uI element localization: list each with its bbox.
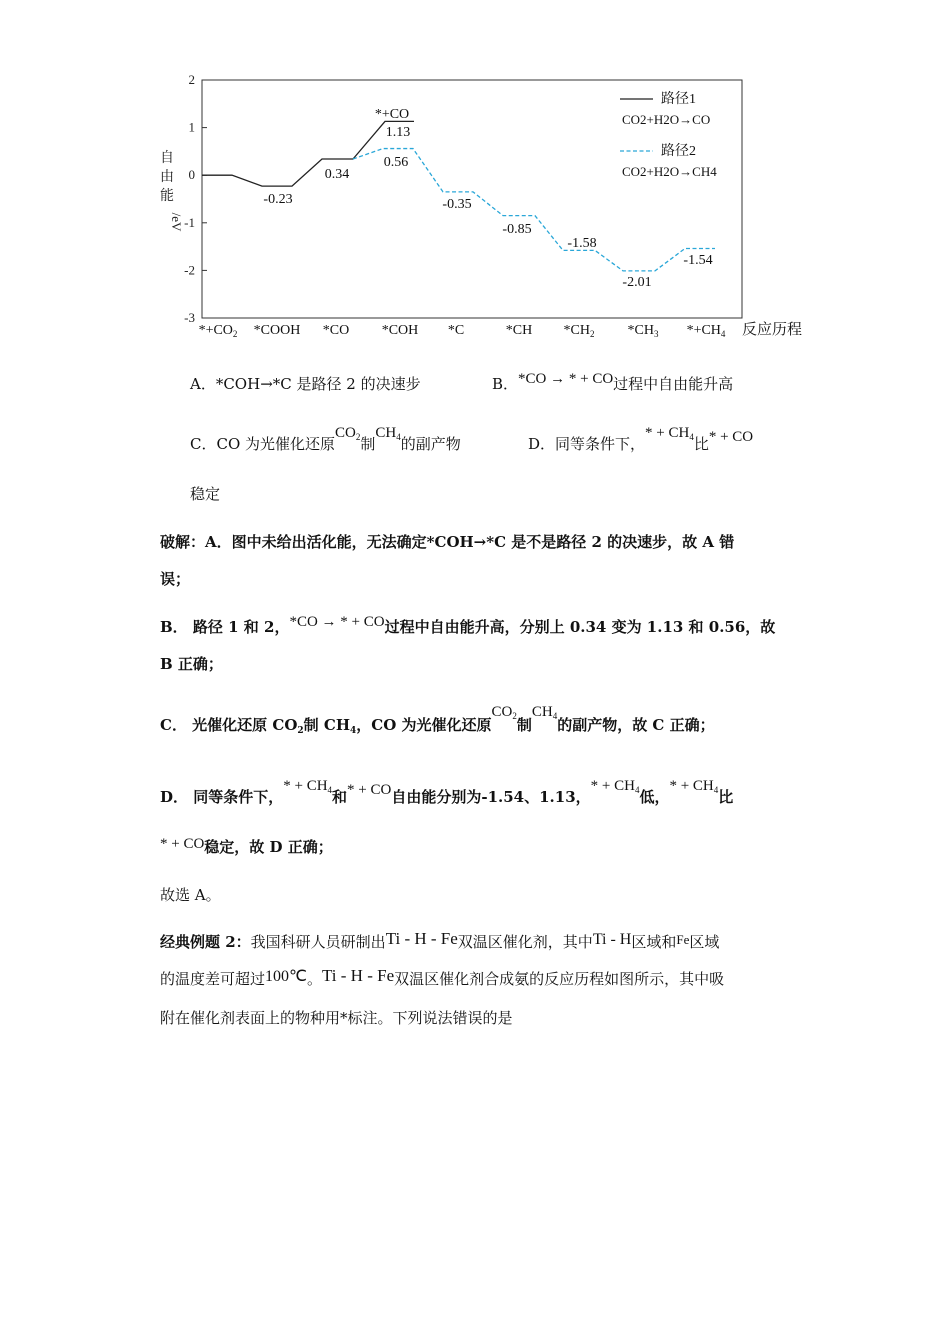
y-axis-label-unit: /eV: [169, 212, 184, 232]
y-axis-ticks: [184, 72, 207, 325]
solution-c: C． 光催化还原 $CO_2$制 $CH_4$，CO 为光催化还原$CO_2$制$CH_4$的副产物，故 C 正确；: [160, 704, 715, 736]
y-tick-label: 2: [188, 72, 195, 87]
solution-d-formula-1: * + $CH_4$: [283, 778, 333, 795]
x-tick-label: *C: [447, 323, 465, 338]
solution-c-zhi: 制: [516, 716, 532, 734]
x-tick-label: $*CH_3$: [627, 323, 659, 339]
example-line-1: [160, 931, 719, 954]
x-tick-label: *CO: [322, 323, 350, 338]
x-axis-label: 反应历程: [742, 322, 803, 338]
data-labels: [263, 107, 712, 290]
solution-c-text: C． 光催化还原 CO: [160, 716, 298, 734]
value-label: -2.01: [622, 275, 652, 290]
option-c-suffix: 的副产物: [400, 435, 461, 453]
option-c-text: C．CO 为光催化还原: [190, 435, 336, 453]
option-d-formula-2: * + CO: [708, 429, 754, 445]
solution-a-line2: 误；: [160, 570, 191, 588]
value-label: -0.85: [502, 222, 532, 237]
option-b-letter: B．: [492, 375, 519, 393]
solution-a-text: A．图中未给出活化能，无法确定*COH→*C 是不是路径 2 的决速步，故 A 错: [205, 533, 735, 551]
x-tick-label: *COH: [381, 323, 419, 338]
x-tick-label: *CH: [505, 323, 533, 338]
example-text-2a: 的温度差可超过: [160, 970, 266, 988]
y-axis-label-char: 自: [160, 151, 174, 166]
example-text-2b: 。: [306, 970, 322, 988]
x-axis-ticks: [199, 321, 802, 339]
solution-b-formula: *CO → * + CO: [289, 614, 385, 630]
x-tick-label: *COOH: [253, 323, 301, 338]
solution-d-he: 和: [332, 788, 348, 806]
example-formula-tihfe: Ti - H - Fe: [385, 929, 458, 948]
example-text-1a: 我国科研人员研制出: [250, 933, 386, 951]
x-tick-label: $*+CH_4$: [686, 323, 726, 339]
solution-title: 破解：: [160, 533, 206, 551]
example-formula-tihfe-2: Ti - H - Fe: [322, 966, 395, 985]
solution-c-mid: ，CO 为光催化还原: [356, 716, 492, 734]
series-path1-line: [202, 121, 414, 186]
y-tick-label: 0: [188, 167, 195, 183]
option-d-bi: 比: [693, 435, 709, 453]
option-c-zhi: 制: [360, 435, 376, 453]
y-tick-label: -1: [184, 214, 195, 230]
solution-d-text: D． 同等条件下，: [160, 788, 284, 806]
value-label: 0.34: [324, 167, 350, 182]
option-c: [190, 425, 461, 460]
legend: [620, 91, 717, 179]
solution-d-formula-3: * + $CH_4$: [590, 778, 640, 795]
series-path1: [202, 121, 414, 186]
solution-d-formula-5: * + CO: [160, 836, 205, 852]
example-text-1d: 区域: [689, 933, 720, 951]
legend-reaction-path1: CO2+H2O→CO: [622, 112, 711, 127]
legend-label-path2: 路径2: [661, 144, 696, 159]
option-c-ch4: $CH_4$: [375, 425, 401, 442]
option-b: [492, 373, 733, 396]
y-axis-label-char: 由: [160, 170, 174, 185]
option-c-co2: $CO_2$: [335, 425, 361, 442]
solution-answer: 故选 A。: [160, 886, 221, 904]
solution-c-suffix: 的副产物，故 C 正确；: [557, 716, 715, 734]
example-line-3: 附在催化剂表面上的物种用*标注。下列说法错误的是: [160, 1009, 513, 1027]
option-b-text: 过程中自由能升高: [613, 375, 734, 393]
solution-d-low: 低，: [639, 788, 670, 806]
value-label: -1.54: [683, 253, 713, 268]
value-label: -0.23: [263, 192, 293, 207]
example-line-2: [160, 968, 724, 991]
y-tick-label: -2: [184, 262, 195, 278]
example-text-2c: 双温区催化剂合成氨的反应历程如图所示，其中吸: [394, 970, 725, 988]
example-temperature: 100℃: [265, 968, 307, 985]
solution-d-bi: 比: [718, 788, 734, 806]
solution-d-formula-4: * + $CH_4$: [669, 778, 719, 795]
solution-d-end: 稳定，故 D 正确；: [204, 838, 333, 856]
legend-label-path1: 路径1: [661, 92, 696, 107]
example-formula-tih: Ti - H: [592, 931, 632, 948]
y-axis-label: [160, 150, 184, 232]
free-energy-chart: [150, 70, 820, 345]
option-d-text: D．同等条件下，: [528, 435, 646, 453]
end-state-label: *+CO: [374, 107, 410, 122]
option-d: [528, 425, 754, 460]
y-tick-label: 1: [188, 119, 195, 135]
value-label: 1.13: [385, 125, 411, 140]
option-d-formula-1: * + $CH_4$: [645, 425, 694, 442]
example-formula-fe: Fe: [676, 932, 690, 947]
legend-reaction-path2: CO2+H2O→CH4: [622, 164, 717, 179]
x-tick-label: $*CH_2$: [563, 323, 595, 339]
solution-d: [160, 778, 734, 813]
solution-c-zhi-ch4: 制 CH: [303, 716, 350, 734]
solution-d-line2: [160, 836, 333, 859]
value-label: -0.35: [442, 197, 472, 212]
value-label: 0.56: [383, 155, 409, 170]
solution-a: [160, 531, 734, 553]
solution-b-text: B． 路径 1 和 2，: [160, 618, 290, 636]
solution-b: [160, 616, 775, 639]
solution-b-suffix: 过程中自由能升高，分别上 0.34 变为 1.13 和 0.56，故: [384, 618, 776, 636]
option-b-formula: *CO → * + CO: [518, 371, 614, 387]
solution-c-ch4: $CH_4$: [531, 704, 558, 721]
solution-d-formula-2: * + CO: [347, 782, 392, 798]
x-tick-label: $*+CO_2$: [198, 323, 238, 339]
example-text-1c: 区域和: [631, 933, 677, 951]
option-d-tail: 稳定: [190, 485, 221, 503]
y-tick-label: -3: [184, 310, 195, 325]
solution-c-co2: $CO_2$: [491, 704, 517, 721]
solution-d-mid: 自由能分别为-1.54、1.13，: [391, 788, 591, 806]
solution-b-line2: B 正确；: [160, 655, 223, 673]
y-axis-label-char: 能: [160, 189, 174, 204]
option-a: A．*COH→*C 是路径 2 的决速步: [190, 375, 421, 393]
example-text-1b: 双温区催化剂，其中: [457, 933, 593, 951]
example-title: 经典例题 2：: [160, 933, 251, 951]
value-label: -1.58: [567, 236, 597, 251]
